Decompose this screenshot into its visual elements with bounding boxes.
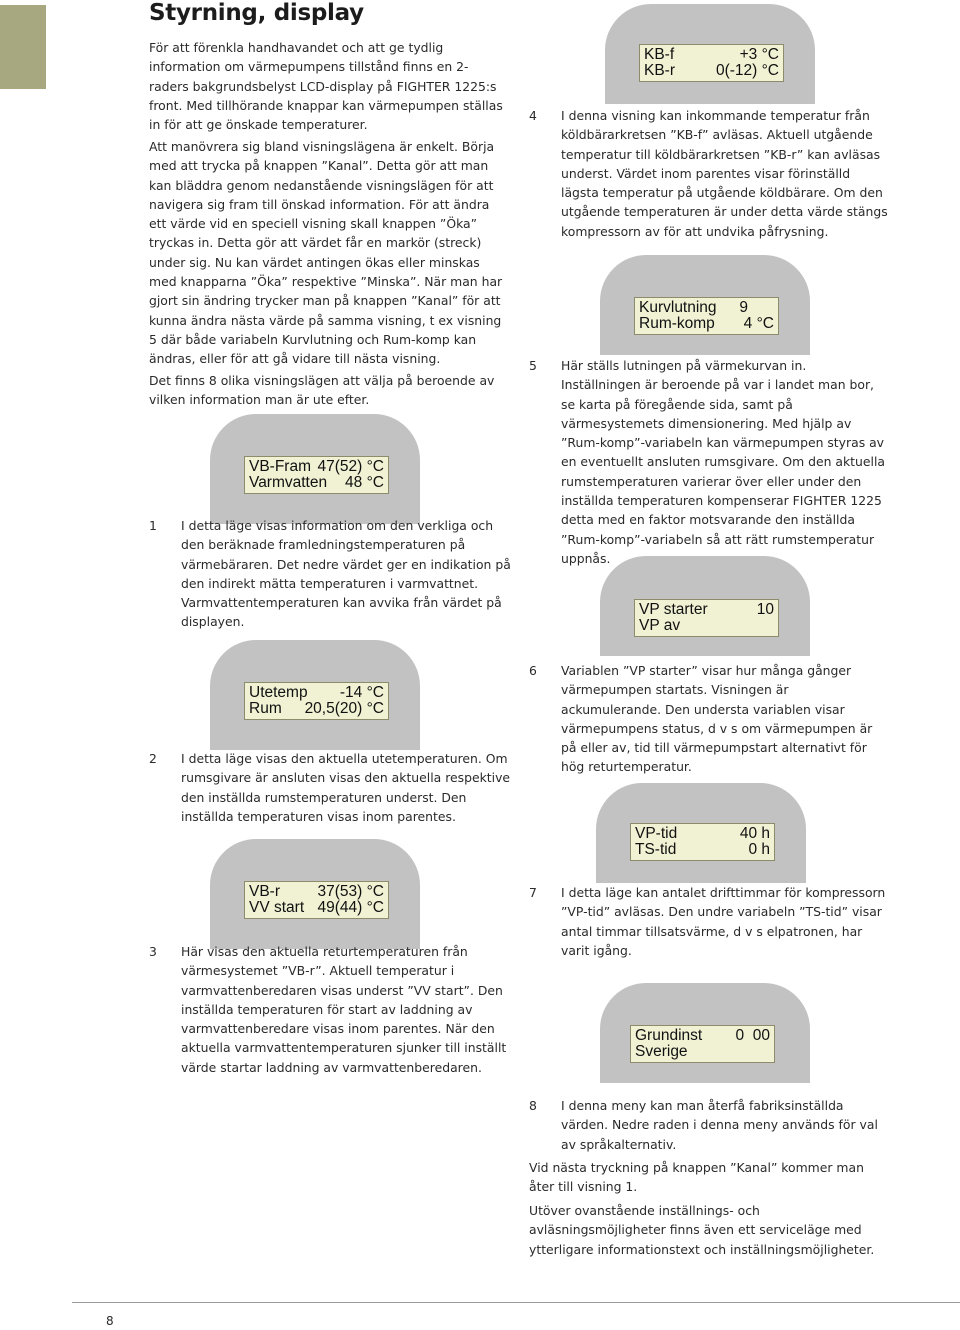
lcd-display-2 — [210, 640, 420, 750]
lcd-line1-value: 10 — [756, 601, 774, 618]
list-item-1 — [149, 516, 514, 632]
lcd-line2-label: VP av — [639, 617, 681, 634]
lcd-display-7 — [596, 783, 806, 883]
lcd-line1-label: KB-f — [644, 46, 675, 63]
lcd-line1-label: VB-r — [249, 883, 280, 900]
item-number: 1 — [149, 518, 157, 533]
lcd-screen — [630, 1025, 775, 1063]
lcd-screen — [244, 682, 389, 720]
item-number: 8 — [529, 1098, 537, 1113]
list-item-5 — [529, 356, 889, 568]
lcd-line1-label: VB-Fram — [249, 458, 311, 475]
lcd-display-6 — [600, 556, 810, 656]
lcd-line2-value: 4 °C — [743, 315, 774, 332]
list-item-8 — [529, 1096, 889, 1154]
item-number: 5 — [529, 358, 537, 373]
item-text: Variablen ”VP starter” visar hur många gånger värmepumpen startats. Visningen är ackumulerande. Den understa variablen visar värmepumpens status, d v s om värmepumpen är på eller av, tid till värmepumpstart alternativt för hög returtemperatur. — [561, 663, 873, 775]
outro-paragraph-2: Utöver ovanstående inställnings- och avläsningsmöjligheter finns även ett serviceläge med ytterligare informationstext och inställningsmöjligheter. — [529, 1203, 875, 1257]
lcd-line2-label: VV start — [249, 899, 305, 916]
list-item-7 — [529, 883, 889, 960]
list-item-4 — [529, 106, 889, 241]
lcd-screen — [634, 599, 779, 637]
item-text: Här ställs lutningen på värmekurvan in. Inställningen är beroende på var i landet man bor, se karta på föregående sida, samt på värmesystemets dimensionering. Med hjälp av ”Rum-komp”-variabeln kan värmepumpen styras av en eventuellt ansluten rumsgivare. Om den aktuella rumstemperaturen varierar över eller under den inställda temperaturen kompenserar FIGHTER 1225 detta med en faktor motsvarande den inställda ”Rum-komp”-variabeln så att rätt rumstemperatur uppnås. — [561, 358, 885, 566]
lcd-line2-value: 49(44) °C — [317, 899, 384, 916]
list-item-2 — [149, 749, 514, 826]
intro-paragraph-3: Det finns 8 olika visningslägen att välja på beroende av vilken information man är ute efter. — [149, 373, 495, 408]
item-text: I denna meny kan man återfå fabriksinställda värden. Nedre raden i denna meny används för val av språkalternativ. — [561, 1098, 878, 1152]
list-item-3 — [149, 942, 514, 1077]
footer-divider — [72, 1302, 960, 1303]
lcd-line2-value: 0(-12) °C — [715, 62, 779, 79]
item-text: I detta läge visas information om den verkliga och den beräknade framledningstemperaturen på värmebäraren. Det nedre värdet ger en indikation på den indirekt mätta temperaturen i varmvattnet. Varmvattentemperaturen kan avvika från värdet på displayen. — [181, 518, 511, 630]
lcd-line2-value: 48 °C — [345, 474, 384, 491]
lcd-screen — [634, 297, 779, 335]
item-number: 7 — [529, 885, 537, 900]
item-text: I denna visning kan inkommande temperatur från köldbärarkretsen ”KB-f” avläsas. Aktuell utgående temperatur till köldbärarkretsen ”KB-r” kan avläsas underst. Värdet inom parentes visar förinställd lägsta temperatur på utgående köldbärare. Om den utgående temperaturen är under detta värde stängs kompressorn av för att undvika påfrysning. — [561, 108, 888, 239]
lcd-line2-value: 20,5(20) °C — [304, 700, 384, 717]
list-item-6 — [529, 661, 889, 777]
lcd-line2-value: 0 h — [748, 841, 770, 858]
lcd-line2-label: TS-tid — [635, 841, 677, 858]
lcd-screen — [639, 44, 784, 82]
lcd-line1-value: 9 — [739, 299, 748, 316]
lcd-line2-label: KB-r — [644, 62, 675, 79]
lcd-line1-value: 47(52) °C — [317, 458, 384, 475]
lcd-line1-value: 40 h — [739, 825, 770, 842]
lcd-display-1 — [210, 414, 420, 524]
lcd-line1-label: VP starter — [639, 601, 708, 618]
lcd-display-3 — [210, 839, 420, 949]
page-title: Styrning, display — [149, 0, 364, 26]
item-text: Här visas den aktuella returtemperaturen från värmesystemet ”VB-r”. Aktuell temperatur i varmvattenberedaren visas underst ”VV start”. Den inställda temperaturen för start av laddning av varmvattenberedare visas inom parentes. När den aktuella varmvattentemperaturen sjunker till inställt värde startar laddning av varmvattenberedaren. — [181, 944, 507, 1075]
item-number: 4 — [529, 108, 537, 123]
lcd-line1-value: 0 00 — [735, 1027, 770, 1044]
lcd-line2-label: Rum — [249, 700, 282, 717]
item-text: I detta läge visas den aktuella utetemperaturen. Om rumsgivare är ansluten visas den aktuella respektive den inställda rumstemperaturen underst. Den inställda temperaturen visas inom parentes. — [181, 751, 511, 824]
lcd-line2-label: Varmvatten — [249, 474, 328, 491]
lcd-display-5 — [600, 255, 810, 355]
item-text: I detta läge kan antalet drifttimmar för kompressorn ”VP-tid” avläsas. Den undre variabeln ”TS-tid” visar antal timmar tillsatsvärme, d v s elpatronen, har varit igång. — [561, 885, 886, 958]
lcd-line2-label: Rum-komp — [639, 315, 715, 332]
intro-paragraph-1: För att förenkla handhavandet och att ge tydlig information om värmepumpens tillstånd finns en 2-raders bakgrundsbelyst LCD-display på FIGHTER 1225:s front. Med tillhörande knappar kan värmepumpen ställas in för att ge önskade temperaturer. — [149, 40, 503, 133]
lcd-line1-label: VP-tid — [635, 825, 678, 842]
lcd-screen — [244, 881, 389, 919]
lcd-line1-label: Utetemp — [249, 684, 308, 701]
lcd-screen — [244, 456, 389, 494]
lcd-display-8 — [600, 983, 810, 1083]
lcd-screen — [630, 823, 775, 861]
lcd-display-4 — [605, 4, 815, 104]
item-number: 3 — [149, 944, 157, 959]
page-number: 8 — [106, 1314, 114, 1328]
lcd-line1-value: -14 °C — [339, 684, 384, 701]
lcd-line1-value: +3 °C — [739, 46, 779, 63]
item-number: 6 — [529, 663, 537, 678]
intro-paragraph-2: Att manövrera sig bland visningslägena är enkelt. Börja med att trycka på knappen ”Kanal”. Detta gör att man kan bläddra genom nedanstående visningslägen för att navigera sig fram till önskad information. För att ändra ett värde vid en speciell visning skall knappen ”Öka” tryckas in. Detta gör att värdet får en markör (streck) under sig. Nu kan värdet antingen ökas eller minskas med knapparna ”Öka” respektive ”Minska”. När man har gjort sin ändring trycker man på knappen ”Kanal” för att kunna ändra nästa värde på samma visning, t ex visning 5 där både variabeln Kurvlutning och Rum-komp kan ändras, eller för att gå vidare till nästa visning. — [149, 139, 503, 367]
lcd-line2-label: Sverige — [635, 1043, 688, 1060]
item-number: 2 — [149, 751, 157, 766]
lcd-line1-label: Grundinst — [635, 1027, 703, 1044]
outro-paragraph-1: Vid nästa tryckning på knappen ”Kanal” kommer man åter till visning 1. — [529, 1160, 864, 1195]
lcd-line1-value: 37(53) °C — [317, 883, 384, 900]
section-tab-marker — [0, 5, 46, 89]
lcd-line1-label: Kurvlutning — [639, 299, 717, 316]
